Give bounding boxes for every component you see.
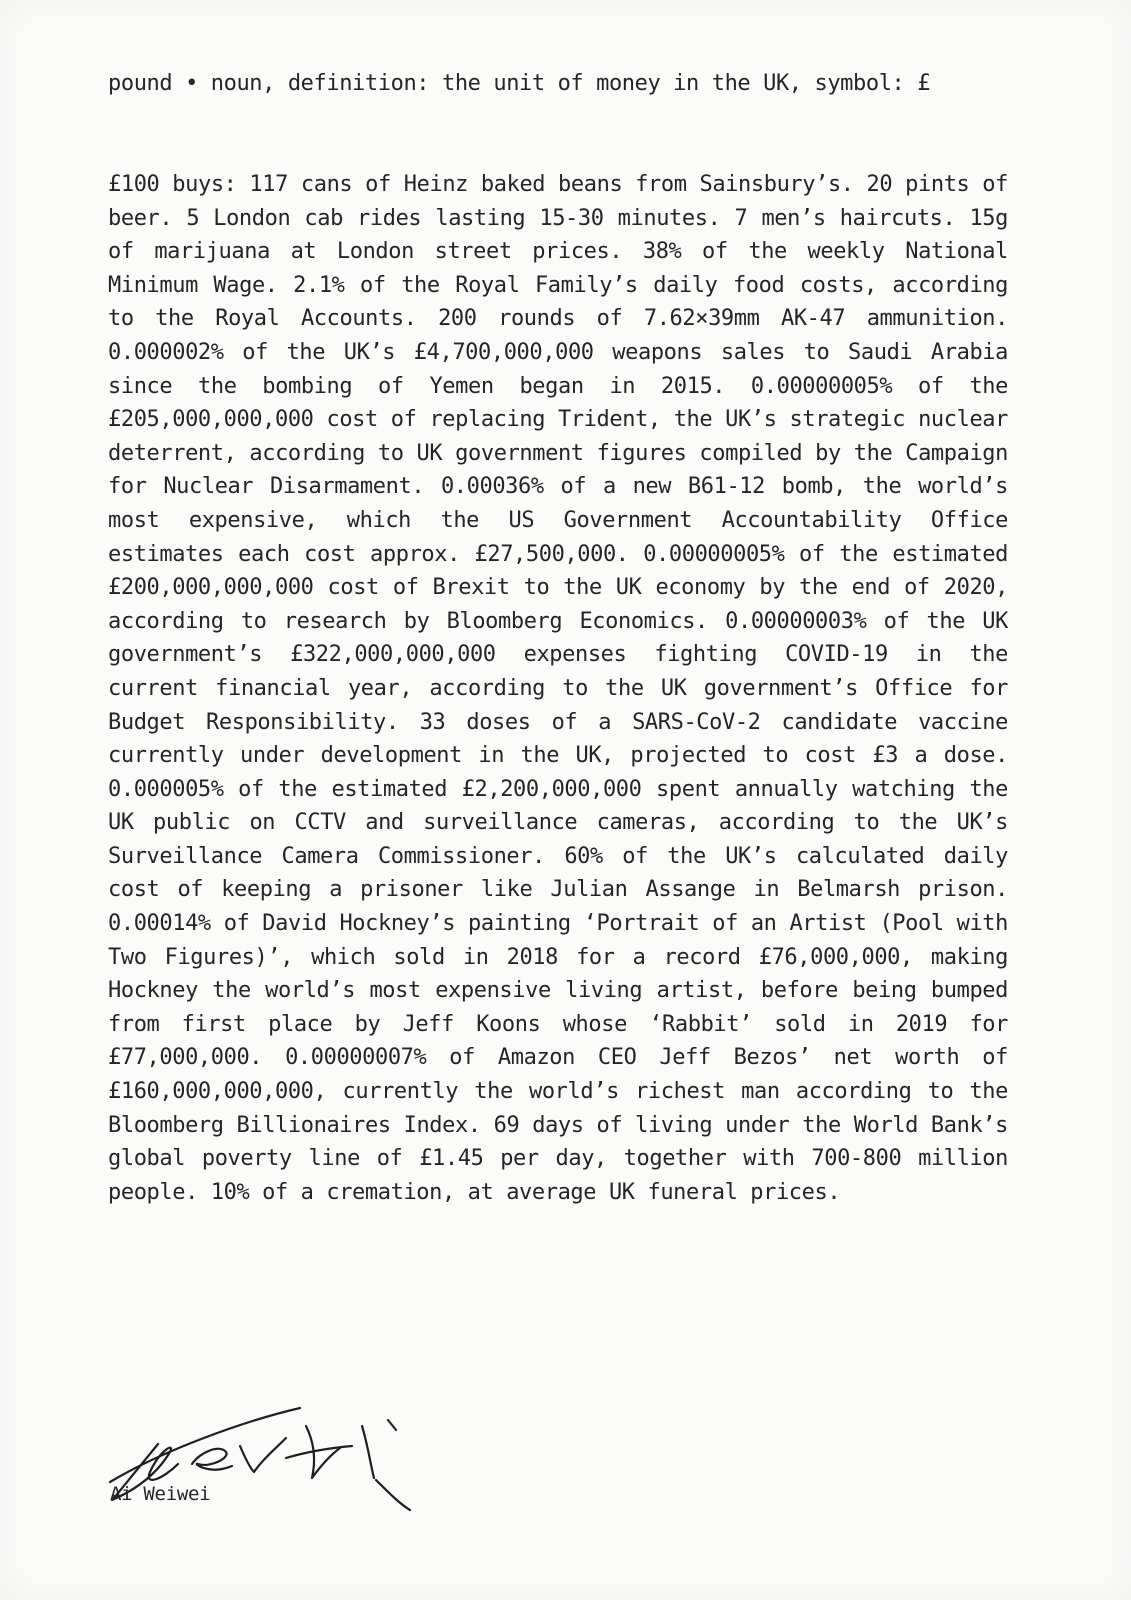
signer-name: Ai Weiwei: [110, 1483, 211, 1505]
definition-line: pound • noun, definition: the unit of money in the UK, symbol: £: [108, 71, 931, 96]
body-paragraph: £100 buys: 117 cans of Heinz baked beans from Sainsbury’s. 20 pints of beer. 5 London cab rides lasting 15-30 minutes. 7 men’s haircuts. 15g of marijuana at London street prices. 38% of the weekly National Minimum Wage. 2.1% of the Royal Family’s daily food costs, according to the Royal Accounts. 200 rounds of 7.62×39mm AK-47 ammunition. 0.000002% of the UK’s £4,700,000,000 weapons sales to Saudi Arabia since the bombing of Yemen began in 2015. 0.00000005% of the £205,000,000,000 cost of replacing Trident, the UK’s strategic nuclear deterrent, according to UK government figures compiled by the Campaign for Nuclear Disarmament. 0.00036% of a new B61-12 bomb, the world’s most expensive, which the US Government Accountability Office estimates each cost approx. £27,500,000. 0.00000005% of the estimated £200,000,000,000 cost of Brexit to the UK economy by the end of 2020, according to research by Bloomberg Economics. 0.00000003% of the UK government’s £322,000,000,000 expenses fighting COVID-19 in the current financial year, according to the UK government’s Office for Budget Responsibility. 33 doses of a SARS-CoV-2 candidate vaccine currently under development in the UK, projected to cost £3 a dose. 0.000005% of the estimated £2,200,000,000 spent annually watching the UK public on CCTV and surveillance cameras, according to the UK’s Surveillance Camera Commissioner. 60% of the UK’s calculated daily cost of keeping a prisoner like Julian Assange in Belmarsh prison. 0.00014% of David Hockney’s painting ‘Portrait of an Artist (Pool with Two Figures)’, which sold in 2018 for a record £76,000,000, making Hockney the world’s most expensive living artist, before being bumped from first place by Jeff Koons whose ‘Rabbit’ sold in 2019 for £77,000,000. 0.00000007% of Amazon CEO Jeff Bezos’ net worth of £160,000,000,000, currently the world’s richest man according to the Bloomberg Billionaires Index. 69 days of living under the World Bank’s global poverty line of £1.45 per day, together with 700-800 million people. 10% of a cremation, at average UK funeral prices.: [108, 172, 1008, 1205]
